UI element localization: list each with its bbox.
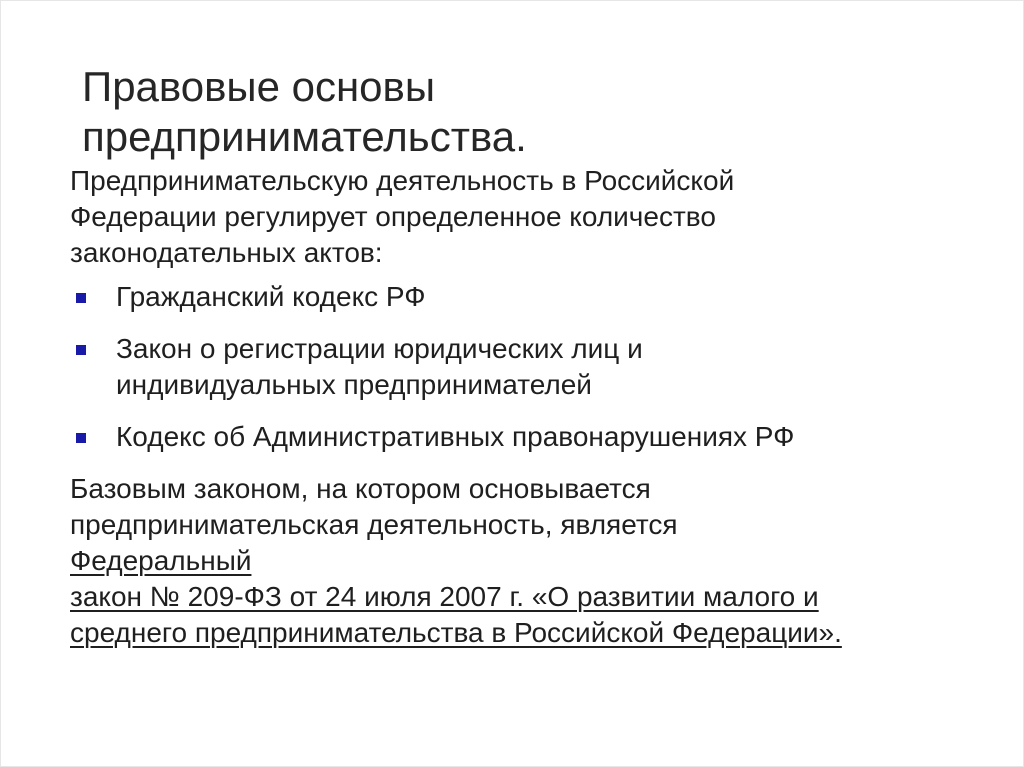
intro-line: Предпринимательскую деятельность в Российской bbox=[70, 165, 735, 196]
square-bullet-icon bbox=[76, 293, 86, 303]
square-bullet-icon bbox=[76, 345, 86, 355]
conclusion-line bbox=[70, 507, 970, 579]
slide-title-line: Правовые основы bbox=[82, 63, 436, 110]
intro-line: Федерации регулирует определенное количество bbox=[70, 201, 716, 232]
federal-law-link[interactable]: закон № 209-ФЗ от 24 июля 2007 г. «О развитии малого и bbox=[70, 581, 819, 612]
law-list-item bbox=[70, 279, 970, 315]
law-list bbox=[70, 279, 970, 455]
law-list-item-text: Гражданский кодекс РФ bbox=[116, 281, 426, 312]
conclusion-text: предпринимательская деятельность, является bbox=[70, 509, 678, 540]
slide-title-line: предпринимательства. bbox=[82, 113, 527, 160]
law-list-item-text: Закон о регистрации юридических лиц и bbox=[116, 333, 643, 364]
conclusion-paragraph bbox=[70, 471, 970, 651]
intro-paragraph bbox=[70, 163, 970, 271]
law-list-item bbox=[70, 331, 970, 403]
slide-title bbox=[82, 62, 962, 162]
law-list-item bbox=[70, 419, 970, 455]
square-bullet-icon bbox=[76, 433, 86, 443]
federal-law-link[interactable]: среднего предпринимательства в Российской Федерации». bbox=[70, 617, 842, 648]
law-list-item-text: индивидуальных предпринимателей bbox=[116, 369, 592, 400]
conclusion-line: Базовым законом, на котором основывается bbox=[70, 473, 651, 504]
intro-line: законодательных актов: bbox=[70, 237, 383, 268]
law-list-item-text: Кодекс об Административных правонарушениях РФ bbox=[116, 421, 795, 452]
federal-law-link[interactable]: Федеральный bbox=[70, 545, 252, 576]
slide-body bbox=[70, 163, 970, 657]
